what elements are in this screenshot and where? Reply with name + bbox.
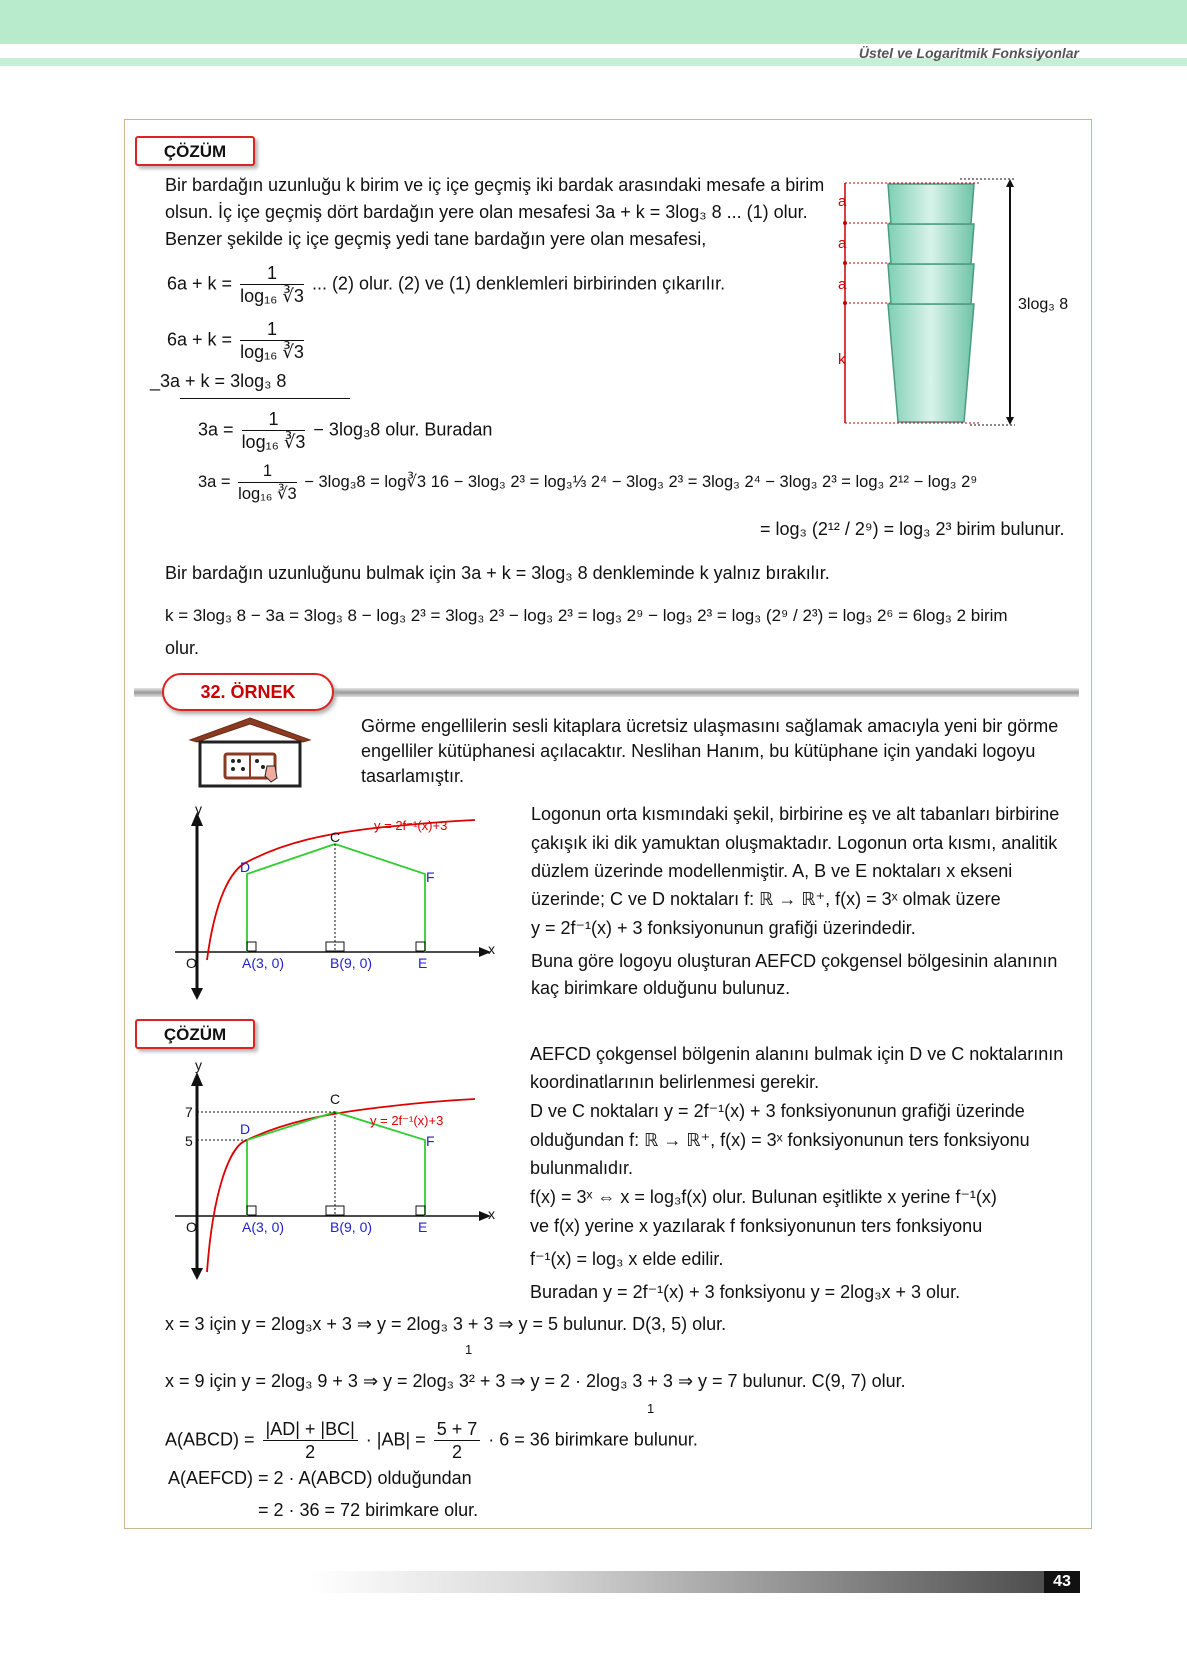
- equation-5: 3a = $\frac{1}{\text{log₁₆ ∛3}}$ − 3log₃8 = log∛3 16 − 3log₃ 2³ = log₃⅓ 2⁴ − 3log₃ 2³ = 3log₃ 2⁴ − 3log₃ 2³ = log₃ 2¹² − log₃ 2⁹: [198, 462, 978, 503]
- y-tick-5: 5: [185, 1133, 193, 1149]
- solution2-line-11: x = 9 için y = 2log₃ 9 + 3 ⇒ y = 2log₃ 3² + 3 ⇒ y = 2 · 2log₃ 3 + 3 ⇒ y = 7 bulunur. C(9, 7) olur.: [165, 1371, 906, 1391]
- glass-stack: [888, 184, 974, 422]
- total-height-label: 3log₃ 8: [1018, 296, 1069, 313]
- solution2-line-2: koordinatlarının belirlenmesi gerekir.: [530, 1072, 820, 1092]
- example-desc-3: düzlem üzerinde modellenmiştir. A, B ve E noktaları x ekseni: [531, 861, 1013, 881]
- solution-label: ÇÖZÜM: [135, 136, 255, 166]
- glass-1: [888, 184, 974, 224]
- glass-2: [888, 224, 974, 264]
- example-question-2: kaç birimkare olduğunu bulunuz.: [531, 978, 791, 998]
- equation-2: 6a + k = $\frac{1}{\text{log₁₆ ∛3}}$: [167, 319, 304, 362]
- equation-1: 6a + k = $\frac{1}{\text{log₁₆ ∛3}}$ ... (2) olur. (2) ve (1) denklemleri birbirinden çıkarılır.: [167, 263, 726, 306]
- example-question-1: Buna göre logoyu oluşturan AEFCD çokgensel bölgesinin alanının: [531, 951, 1058, 971]
- underbrace-value: 1: [465, 1342, 473, 1357]
- point-f-label: F: [426, 869, 435, 885]
- polygon-aefcd: [247, 844, 425, 952]
- x-axis-label: x: [488, 941, 495, 957]
- solution1-p2: olsun. İç içe geçmiş dört bardağın yere olan mesafesi 3a + k = 3log₃ 8 ... (1) olur.: [165, 202, 808, 222]
- library-logo: [185, 714, 315, 789]
- glass-length-label: k: [838, 351, 846, 368]
- logo-roof: [190, 718, 310, 742]
- solution2-line-10: x = 3 için y = 2log₃x + 3 ⇒ y = 2log₃ 3 + 3 ⇒ y = 5 bulunur. D(3, 5) olur.: [165, 1314, 727, 1334]
- solution2-line-4: olduğundan f: ℝ → ℝ⁺, f(x) = 3ˣ fonksiyonunun ters fonksiyonu: [530, 1130, 1030, 1150]
- area-aefcd-line-1: A(AEFCD) = 2 · A(ABCD) olduğundan: [168, 1468, 472, 1488]
- equation-7: k = 3log₃ 8 − 3a = 3log₃ 8 − log₃ 2³ = 3log₃ 2³ − log₃ 2³ = log₃ 2⁹ − log₃ 2³ = log₃ (2⁹ / 2³) = log₃ 2⁶ = 6log₃ 2 birim: [165, 606, 1008, 625]
- equation-4: 3a = $\frac{1}{\text{log₁₆ ∛3}}$ − 3log₃8 olur. Buradan: [198, 409, 493, 452]
- top-band: [0, 0, 1187, 44]
- equation-6: = log₃ (2¹² / 2⁹) = log₃ 2³ birim bulunur.: [760, 519, 1065, 539]
- solution2-line-3: D ve C noktaları y = 2f⁻¹(x) + 3 fonksiyonunun grafiği üzerinde: [530, 1101, 1025, 1121]
- point-f-label: F: [426, 1133, 435, 1149]
- solution2-line-9: Buradan y = 2f⁻¹(x) + 3 fonksiyonu y = 2log₃x + 3 olur.: [530, 1282, 961, 1302]
- solution1-p3: Benzer şekilde iç içe geçmiş yedi tane bardağın yere olan mesafesi,: [165, 229, 707, 249]
- point-d-label: D: [240, 859, 251, 875]
- origin-label: O: [186, 955, 197, 971]
- y-tick-7: 7: [185, 1104, 193, 1120]
- page-number: 43: [1044, 1571, 1080, 1593]
- header-title: Üstel ve Logaritmik Fonksiyonlar: [858, 45, 1079, 61]
- y-axis-label: y: [195, 801, 202, 817]
- area-aefcd-line-2: = 2 · 36 = 72 birimkare olur.: [258, 1500, 479, 1520]
- point-e-label: E: [418, 1219, 428, 1235]
- point-c-label: C: [330, 829, 341, 845]
- glass-gap-label: a: [838, 276, 847, 293]
- glass-3: [888, 264, 974, 304]
- solution2-line-1: AEFCD çokgensel bölgenin alanını bulmak için D ve C noktalarının: [530, 1044, 1064, 1064]
- point-a-label: A(3, 0): [242, 1219, 285, 1235]
- solution2-line-8: f⁻¹(x) = log₃ x elde edilir.: [530, 1249, 724, 1269]
- solution2-line-6: f(x) = 3ˣ ⇔ x = log₃f(x) olur. Bulunan eşitlikte x yerine f⁻¹(x): [530, 1187, 997, 1207]
- example-desc-5: y = 2f⁻¹(x) + 3 fonksiyonunun grafiği üzerindedir.: [531, 918, 916, 938]
- solution1-p5: olur.: [165, 638, 200, 658]
- solution2-line-7: ve f(x) yerine x yazılarak f fonksiyonunun ters fonksiyonu: [530, 1216, 983, 1236]
- footer-bar: [310, 1571, 1080, 1593]
- point-e-label: E: [418, 955, 428, 971]
- point-b-label: B(9, 0): [330, 955, 373, 971]
- point-c-label: C: [330, 1091, 341, 1107]
- x-axis-label: x: [488, 1206, 495, 1222]
- example-desc-4: üzerinde; C ve D noktaları f: ℝ → ℝ⁺, f(x) = 3ˣ olmak üzere: [531, 889, 1001, 909]
- example-label: 32. ÖRNEK: [162, 673, 334, 711]
- glass-gap-label: a: [838, 193, 847, 210]
- point-a-label: A(3, 0): [242, 955, 285, 971]
- example-desc-1: Logonun orta kısmındaki şekil, birbirine eş ve alt tabanları birbirine: [531, 804, 1060, 824]
- y-axis-label: y: [195, 1057, 202, 1073]
- origin-label: O: [186, 1219, 197, 1235]
- solution2-line-5: bulunmalıdır.: [530, 1158, 634, 1178]
- subtraction-line: [180, 398, 350, 399]
- point-b-label: B(9, 0): [330, 1219, 373, 1235]
- function-label: y = 2f⁻¹(x)+3: [370, 1113, 444, 1128]
- example-desc-2: çakışık iki dik yamuktan oluşmaktadır. Logonun orta kısmı, analitik: [531, 833, 1058, 853]
- solution1-p4: Bir bardağın uzunluğunu bulmak için 3a + k = 3log₃ 8 denkleminde k yalnız bırakılır.: [165, 563, 830, 583]
- solution1-p1: Bir bardağın uzunluğu k birim ve iç içe geçmiş iki bardak arasındaki mesafe a birim: [165, 175, 825, 195]
- function-label: y = 2f⁻¹(x)+3: [374, 818, 448, 833]
- solution2-label: ÇÖZÜM: [135, 1019, 255, 1049]
- equation-3: _3a + k = 3log₃ 8: [150, 371, 287, 391]
- example-intro: Görme engellilerin sesli kitaplara ücretsiz ulaşmasını sağlamak amacıyla yeni bir görme engelliler kütüphanesi açılacaktır. Neslihan Hanım, bu kütüphane için yandaki logoyu tasarlamıştır.: [361, 716, 1059, 786]
- underbrace-value: 1: [647, 1401, 655, 1416]
- glass-gap-label: a: [838, 235, 847, 252]
- glass-4: [888, 304, 974, 422]
- point-d-label: D: [240, 1121, 251, 1137]
- area-abcd-equation: A(ABCD) = $\frac{|AD| + |BC|}{2}$ · |AB| = $\frac{5 + 7}{2}$ · 6 = 36 birimkare bulunur.: [165, 1419, 698, 1462]
